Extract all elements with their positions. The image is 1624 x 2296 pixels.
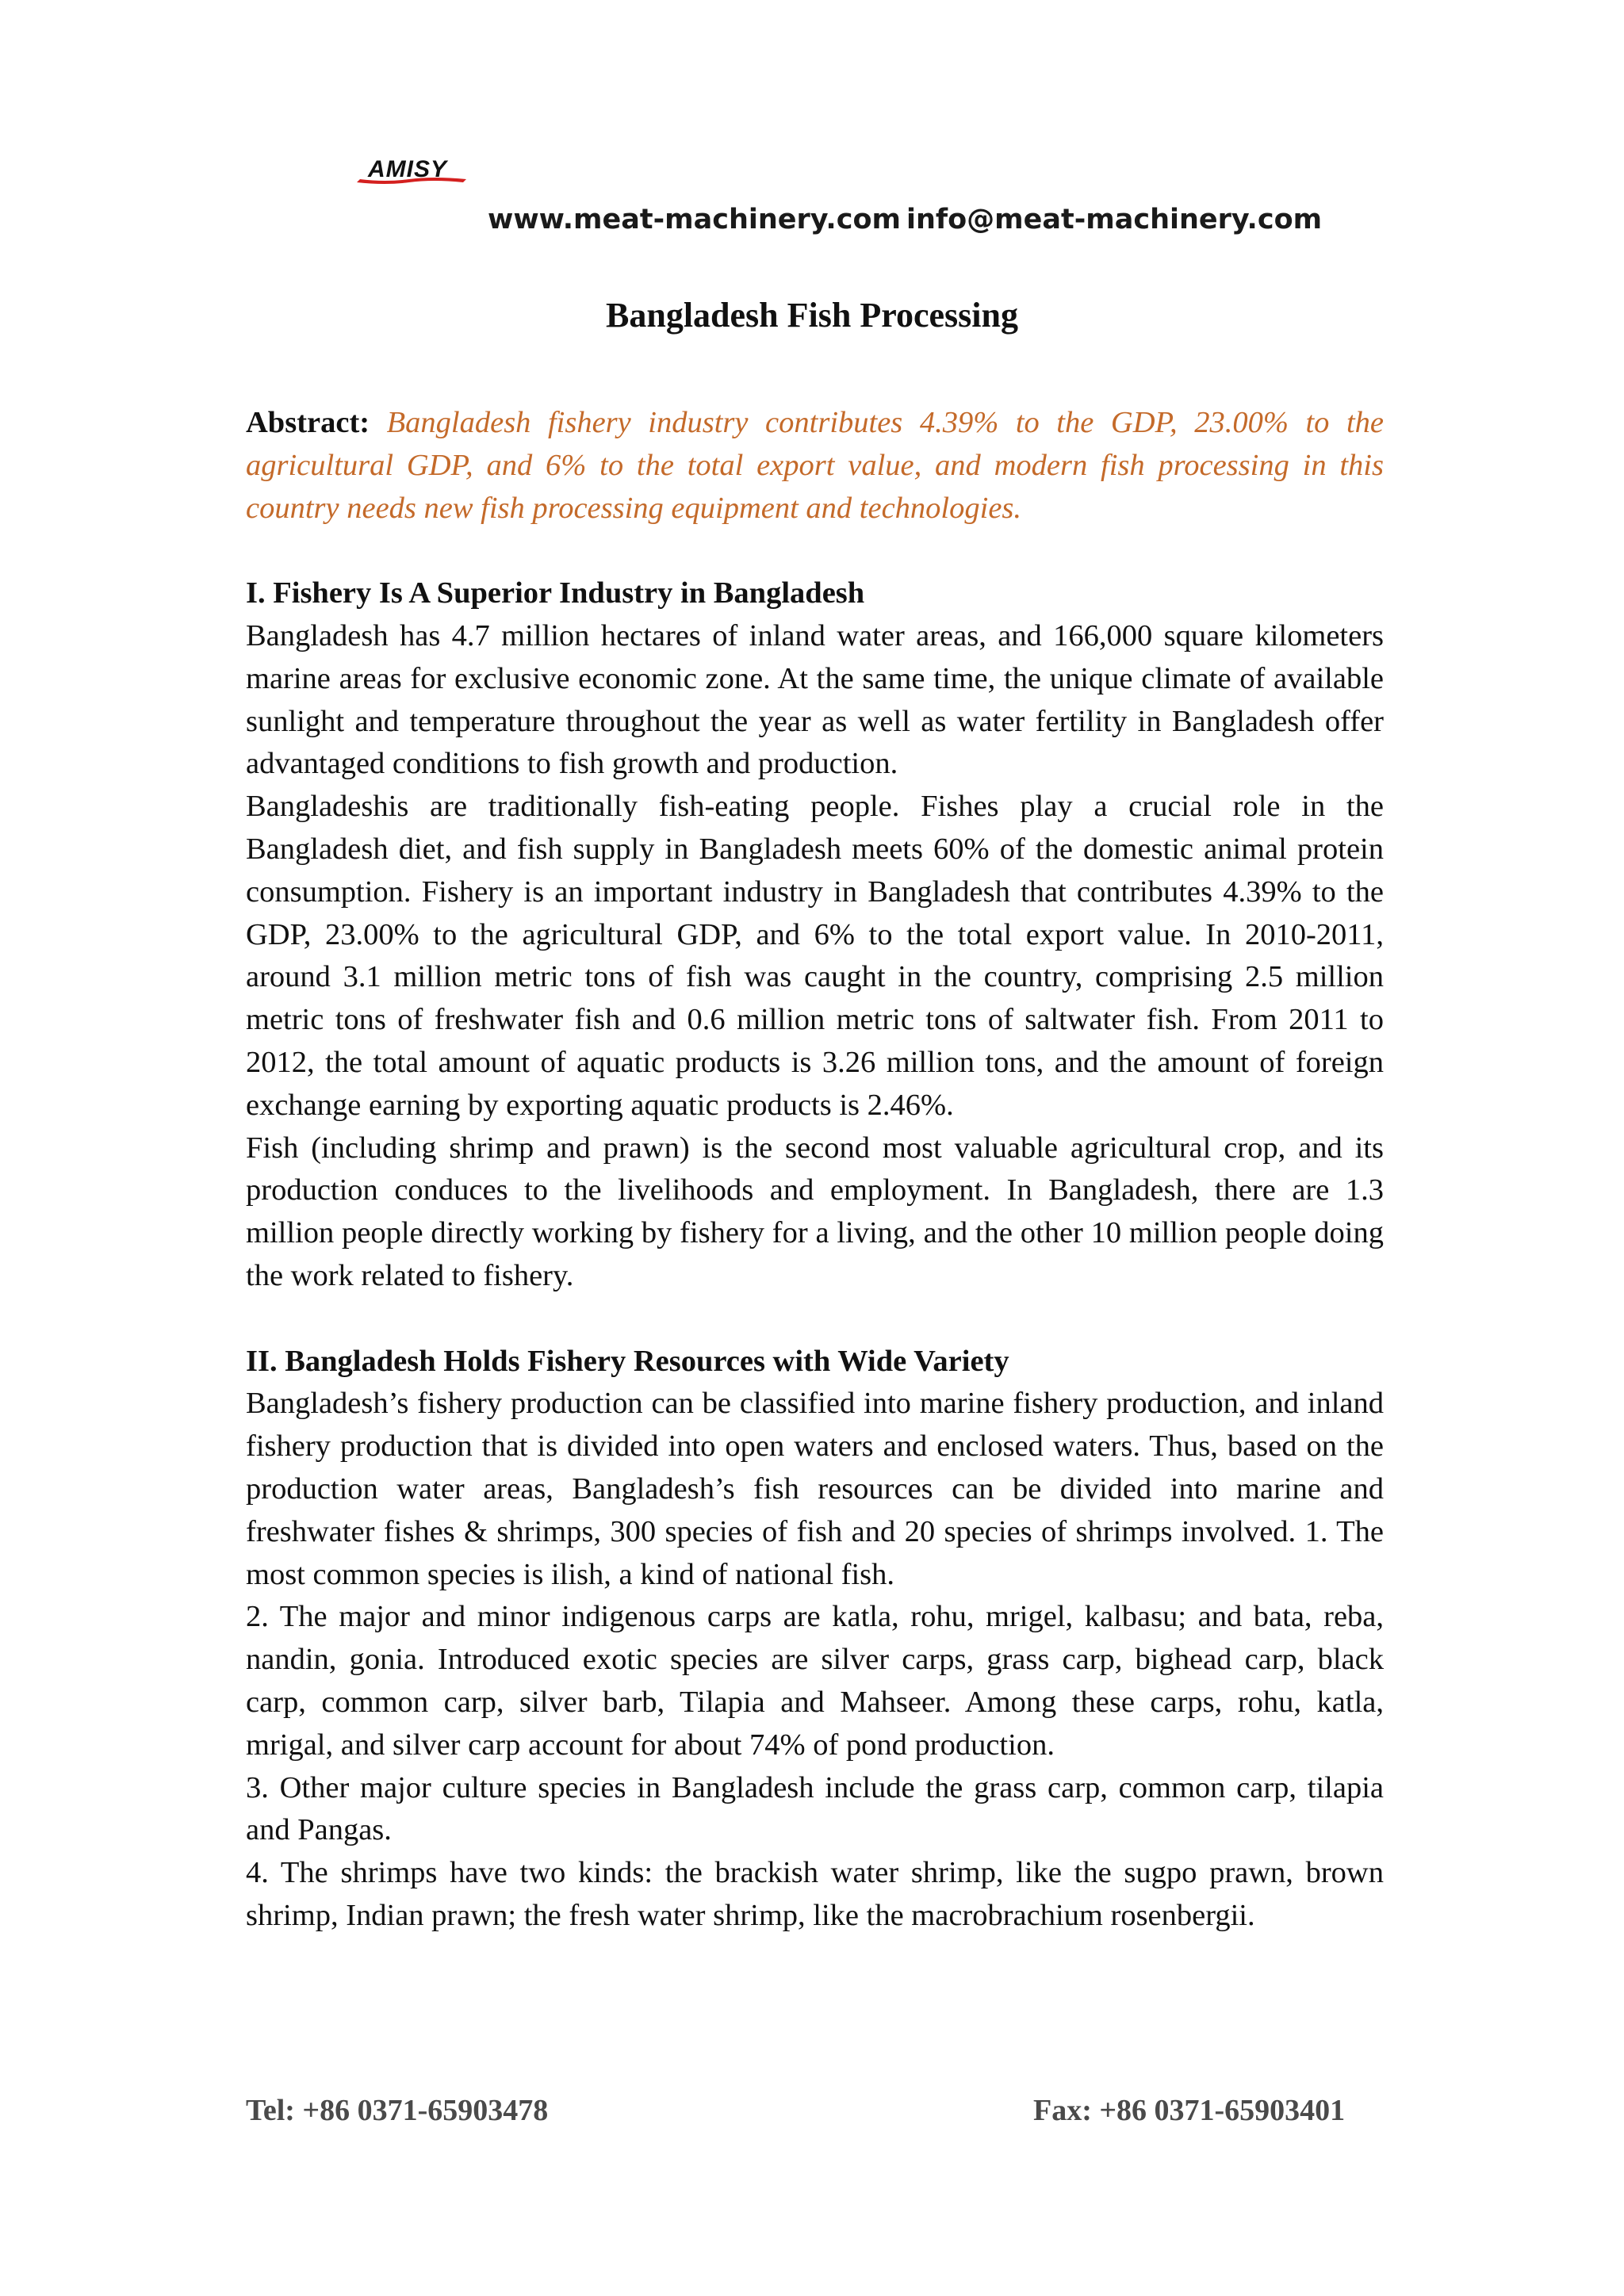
- section-1-paragraph: Bangladeshis are traditionally fish-eating people. Fishes play a crucial role in the Bangladesh diet, and fish supply in Bangladesh meets 60% of the domestic animal protein consumption. Fishery is an important industry in Bangladesh that contributes 4.39% to the GDP, 23.00% to the agricultural GDP, and 6% to the total export value. In 2010-2011, around 3.1 million metric tons of fish was caught in the country, comprising 2.5 million metric tons of freshwater fish and 0.6 million metric tons of saltwater fish. From 2011 to 2012, the total amount of aquatic products is 3.26 million tons, and the amount of foreign exchange earning by exporting aquatic products is 2.46%.: [246, 790, 1384, 1122]
- section-2-paragraph: Bangladesh’s fishery production can be classified into marine fishery production, and inland fishery production that is divided into open waters and enclosed waters. Thus, based on the production water areas, Bangladesh’s fish resources can be divided into marine and freshwater fishes & shrimps, 300 species of fish and 20 species of shrimps involved. 1. The most common species is ilish, a kind of national fish.: [246, 1387, 1384, 1591]
- document-title: Bangladesh Fish Processing: [606, 296, 1018, 335]
- spacer: [246, 530, 1384, 572]
- section-2-paragraph: 3. Other major culture species in Bangladesh include the grass carp, common carp, tilapia and Pangas.: [246, 1770, 1384, 1847]
- section-1-paragraph: Bangladesh has 4.7 million hectares of inland water areas, and 166,000 square kilometers marine areas for exclusive economic zone. At the same time, the unique climate of available sunlight and temperature throughout the year as well as water fertility in Bangladesh offer advantaged conditions to fish growth and production.: [246, 618, 1384, 781]
- section-2-paragraph: 4. The shrimps have two kinds: the brackish water shrimp, like the sugpo prawn, brown shrimp, Indian prawn; the fresh water shrimp, like the macrobrachium rosenbergii.: [246, 1856, 1384, 1932]
- spacer: [246, 1298, 1384, 1341]
- document-body: [246, 402, 1384, 1938]
- page-footer: [0, 2093, 1624, 2141]
- section-1-paragraph: Fish (including shrimp and prawn) is the second most valuable agricultural crop, and its production conduces to the livelihoods and employment. In Bangladesh, there are 1.3 million people directly working by fishery for a living, and the other 10 million people doing the work related to fishery.: [246, 1131, 1384, 1292]
- email-link[interactable]: info@meat-machinery.com: [906, 204, 1323, 235]
- website-link[interactable]: www.meat-machinery.com: [488, 204, 901, 235]
- abstract-label: Abstract:: [246, 406, 370, 439]
- company-logo: [354, 155, 473, 187]
- section-2-paragraph: 2. The major and minor indigenous carps are katla, rohu, mrigel, kalbasu; and bata, reba, nandin, gonia. Introduced exotic species are silver carps, grass carp, bighead carp, black carp, common carp, silver barb, Tilapia and Mahseer. Among these carps, rohu, katla, mrigal, and silver carp account for about 74% of pond production.: [246, 1600, 1384, 1762]
- footer-fax: Fax: +86 0371-65903401: [1033, 2094, 1346, 2127]
- section-heading-2: II. Bangladesh Holds Fishery Resources with Wide Variety: [246, 1344, 1009, 1378]
- svg-text:AMISY: AMISY: [368, 156, 448, 182]
- header-contact-line: [0, 202, 1624, 245]
- abstract: [246, 402, 1384, 530]
- footer-tel: Tel: +86 0371-65903478: [246, 2094, 549, 2127]
- section-heading-1: I. Fishery Is A Superior Industry in Bangladesh: [246, 576, 865, 610]
- abstract-text: Bangladesh fishery industry contributes 4.39% to the GDP, 23.00% to the agricultural GDP, and 6% to the total export value, and modern fish processing in this country needs new fish processing equipment and technologies.: [246, 406, 1384, 525]
